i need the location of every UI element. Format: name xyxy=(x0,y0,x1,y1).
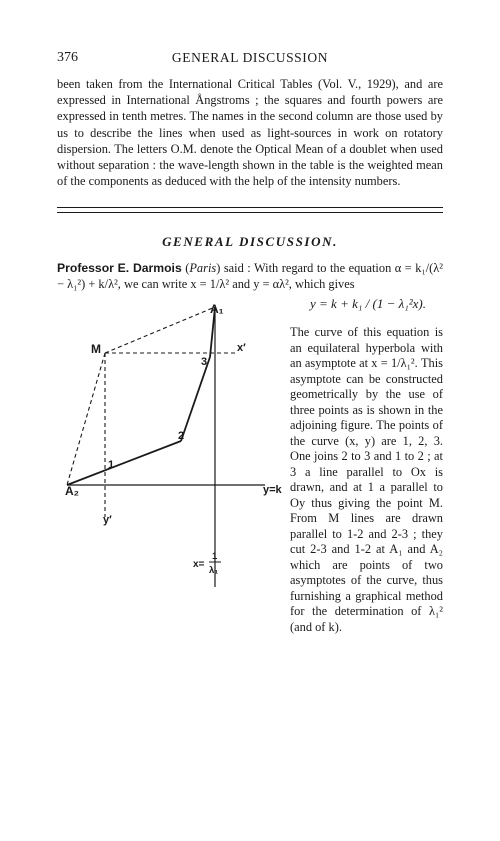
speaker-affiliation: Paris xyxy=(189,261,217,275)
lead-part-a: ( xyxy=(181,261,190,275)
label-x-prime: x′ xyxy=(237,342,246,354)
lead-part-b: ) said : With regard to the equation α = k₁/(λ² − λ₁²) + k/λ², we can write x = 1/λ² and y = αλ², which gives xyxy=(57,261,444,291)
page-header xyxy=(0,50,500,70)
asymptote-construction-figure xyxy=(55,295,290,595)
label-A2: A₂ xyxy=(65,484,79,498)
label-point-2: 2 xyxy=(178,430,185,442)
section-divider-bottom xyxy=(57,212,443,213)
section-divider-top xyxy=(57,207,443,208)
label-A1: A₁ xyxy=(210,302,224,316)
label-y-eq-k: y=k xyxy=(263,484,282,496)
intro-paragraph: been taken from the International Critical Tables (Vol. V., 1929), and are expressed in International Ångstroms ; the squares and fourth powers are expressed in tenth metres. The names in the second column are those used by us to describe the lines when used as light-sources in work on rotatory dispersion. The letters O.M. denote the Optical Mean of a doublet when used without separation : the wave-length shown in the table is the weighted mean of the components as deduced with the help of the intensity numbers. xyxy=(57,77,443,189)
label-y-prime: y′ xyxy=(103,514,112,526)
discussion-lead xyxy=(57,260,443,292)
dashed-line-M-A2 xyxy=(67,353,105,485)
dashed-line-M-A1 xyxy=(105,307,215,353)
label-x-numerator: 1 xyxy=(212,551,218,562)
section-title: GENERAL DISCUSSION. xyxy=(162,234,338,249)
running-head: GENERAL DISCUSSION xyxy=(171,50,329,65)
label-point-1: 1 xyxy=(108,459,115,471)
hyperbola-equation: y = k + k₁ / (1 − λ₁²x). xyxy=(310,296,426,311)
label-x-denominator: λ₁ xyxy=(209,565,219,576)
label-x-eq: x= xyxy=(193,559,205,570)
page-number: 376 xyxy=(57,50,78,65)
segment-1-2 xyxy=(67,441,181,485)
speaker-name: Professor E. Darmois xyxy=(57,261,182,275)
figure-explanation: The curve of this equation is an equilateral hyperbola with an asymptote at x = 1/λ₁². This asymptote can be constructed geometrically by the use of three points as is shown in the adjoining figure. The points of the curve (x, y) are 1, 2, 3. One joins 2 to 3 and 1 to 2 ; at 3 a line parallel to Ox is drawn, and at 1 a parallel to Oy thus giving the point M. From M lines are drawn parallel to 1-2 and 2-3 ; they cut 2-3 and 1-2 at A₁ and A₂ which are points of two asymptotes of the curve, thus furnishing a graphical method for the determination of λ₁² (and of k). xyxy=(290,325,443,634)
label-M: M xyxy=(91,342,101,356)
segment-2-3 xyxy=(181,357,210,441)
label-point-3: 3 xyxy=(201,356,208,368)
